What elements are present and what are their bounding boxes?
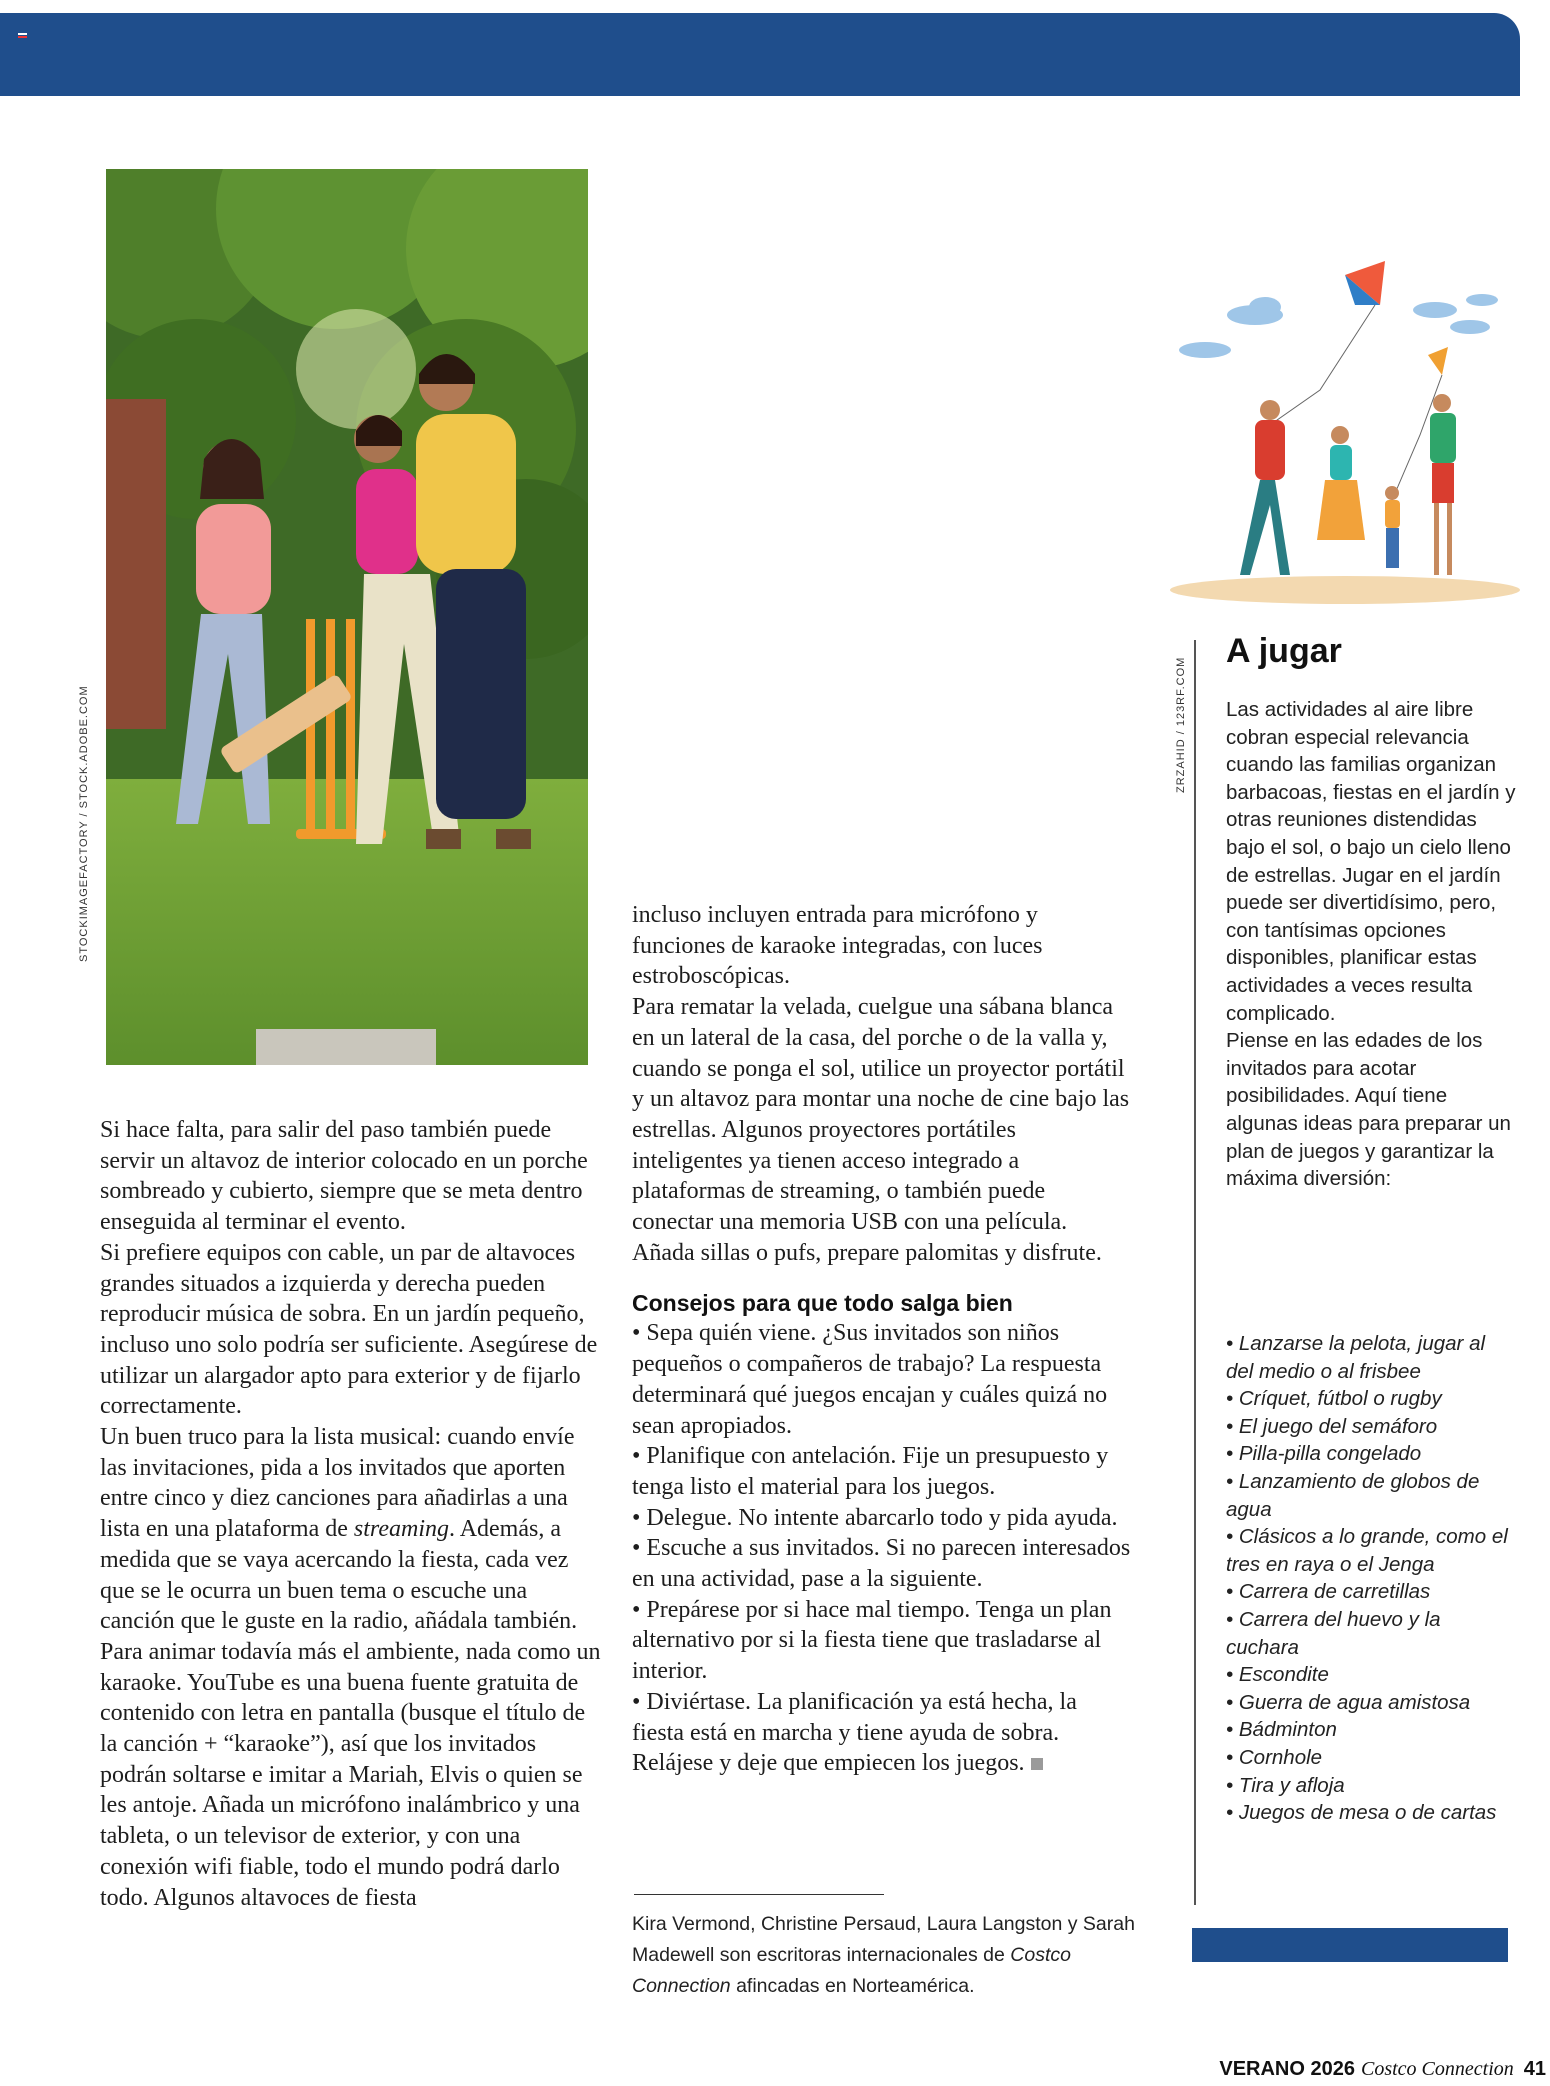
sidebar-rule	[1194, 640, 1196, 1905]
tip-item: • Escuche a sus invitados. Si no parecen interesados en una actividad, pase a la siguiente.	[632, 1535, 1131, 1593]
tip-text: • Diviértase. La planificación ya está hecha, la fiesta está en marcha y tiene ayuda de sobra. Relájese y deje que empiecen los juegos.	[632, 1688, 1077, 1777]
game-item: • Lanzarse la pelota, jugar al del medio o al frisbee	[1226, 1332, 1486, 1383]
byline-text: Kira Vermond, Christine Persaud, Laura Langston y Sarah Madewell son escritoras internacionales de	[632, 1913, 1135, 1966]
end-mark-icon	[1031, 1758, 1043, 1770]
left-column	[100, 1115, 605, 1913]
byline-divider	[634, 1894, 884, 1895]
paragraph: Si prefiere equipos con cable, un par de altavoces grandes situados a izquierda y derecha pueden reproducir música de sobra. En un jardín pequeño, incluso uno solo podría ser suficiente. Asegúrese de utilizar un alargador apto para exterior y de fijarlo correctamente.	[100, 1239, 598, 1420]
sidebar-title: A jugar	[1226, 632, 1342, 670]
byline-magazine: Costco Connection	[632, 1944, 1071, 1997]
game-item: • Carrera de carretillas	[1226, 1580, 1431, 1604]
tip-item	[632, 1687, 1132, 1779]
tip-item: • Sepa quién viene. ¿Sus invitados son niños pequeños o compañeros de trabajo? La respuesta determinará qué juegos encajan y cuáles quizá no sean apropiados.	[632, 1320, 1108, 1439]
tip-item: • Prepárese por si hace mal tiempo. Tenga un plan alternativo por si la fiesta tiene que trasladarse al interior.	[632, 1596, 1112, 1685]
footer-season: VERANO 2026	[1219, 2058, 1355, 2080]
photo-credit: STOCKIMAGEFACTORY / STOCK.ADOBE.COM	[78, 685, 90, 962]
byline-tail: afincadas en Norteamérica.	[730, 1975, 975, 1997]
illustration-credit: ZRZAHID / 123RF.COM	[1175, 656, 1187, 793]
tip-item: • Delegue. No intente abarcarlo todo y pida ayuda.	[632, 1504, 1118, 1531]
family-cricket-photo	[106, 169, 588, 1065]
game-item: • Carrera del huevo y la cuchara	[1226, 1607, 1441, 1659]
sidebar-paragraph: Las actividades al aire libre cobran especial relevancia cuando las familias organizan barbacoas, fiestas en el jardín y otras reuniones distendidas bajo el sol, o bajo un cielo lleno de estrellas. Jugar en el jardín puede ser divertidísimo, pero, con tantísimas opciones disponibles, planificar estas actividades a veces resulta complicado.	[1226, 698, 1516, 1025]
paragraph-text: Un buen truco para la lista musical: cuando envíe las invitaciones, pida a los invitados que aporten entre cinco y diez canciones para añadirlas a una lista en una plataforma de	[100, 1424, 575, 1543]
game-item: • Escondite	[1226, 1663, 1329, 1687]
tip-item: • Planifique con antelación. Fije un presupuesto y tenga listo el material para los juegos.	[632, 1443, 1109, 1500]
footer-magazine: Costco Connection	[1360, 2058, 1514, 2080]
flag-icon	[18, 33, 27, 40]
paragraph	[100, 1422, 605, 1637]
game-item: • Tira y afloja	[1226, 1773, 1345, 1797]
game-item: • Bádminton	[1226, 1718, 1337, 1742]
top-banner	[0, 13, 1520, 96]
paragraph: Si hace falta, para salir del paso también puede servir un altavoz de interior colocado en un porche sombreado y cubierto, siempre que se meta dentro enseguida al terminar el evento.	[100, 1117, 588, 1236]
game-item: • Lanzamiento de globos de agua	[1226, 1469, 1480, 1521]
game-item: • Cornhole	[1226, 1745, 1323, 1769]
paragraph: incluso incluyen entrada para micrófono y funciones de karaoke integradas, con luces estroboscópicas.	[632, 902, 1043, 990]
games-list	[1226, 1330, 1516, 1827]
sidebar-intro	[1226, 696, 1516, 1193]
paragraph-text: . Además, a medida que se vaya acercando la fiesta, cada vez que se le ocurra un buen tema o escuche una canción que le guste en la radio, añádala también.	[100, 1516, 578, 1635]
game-item: • El juego del semáforo	[1226, 1414, 1438, 1438]
page-number: 41	[1523, 2058, 1546, 2080]
sidebar-footer-bar	[1192, 1928, 1508, 1962]
page-footer	[1186, 2056, 1546, 2082]
streaming-word: streaming	[353, 1516, 450, 1543]
middle-column	[632, 900, 1132, 1779]
game-item: • Pilla-pilla congelado	[1226, 1442, 1422, 1466]
sidebar-paragraph: Piense en las edades de los invitados para acotar posibilidades. Aquí tiene algunas ideas para preparar un plan de juegos y garantizar la máxima diversión:	[1226, 1029, 1511, 1191]
game-item: • Juegos de mesa o de cartas	[1226, 1801, 1497, 1825]
author-byline	[632, 1909, 1152, 2002]
paragraph: Para rematar la velada, cuelgue una sábana blanca en un lateral de la casa, del porche o de la valla y, cuando se ponga el sol, utilice un proyector portátil y un altavoz para montar una noche de cine bajo las estrellas. Algunos proyectores portátiles inteligentes ya tienen acceso integrado a plataformas de streaming, o también puede conectar una memoria USB con una película. Añada sillas o pufs, prepare palomitas y disfrute.	[632, 994, 1130, 1266]
paragraph: Para animar todavía más el ambiente, nada como un karaoke. YouTube es una buena fuente gratuita de contenido con letra en pantalla (busque el título de la canción + “karaoke”), así que los invitados podrán soltarse e imitar a Mariah, Elvis o quien se les antoje. Añada un micrófono inalámbrico y una tableta, o un televisor de exterior, y con una conexión wifi fiable, todo el mundo podrá darlo todo. Algunos altavoces de fiesta	[100, 1638, 601, 1911]
game-item: • Críquet, fútbol o rugby	[1226, 1387, 1442, 1411]
game-item: • Guerra de agua amistosa	[1226, 1690, 1471, 1714]
tips-subheading: Consejos para que todo salga bien	[632, 1290, 1013, 1317]
game-item: • Clásicos a lo grande, como el tres en raya o el Jenga	[1226, 1525, 1508, 1576]
kite-family-illustration	[1160, 255, 1520, 615]
